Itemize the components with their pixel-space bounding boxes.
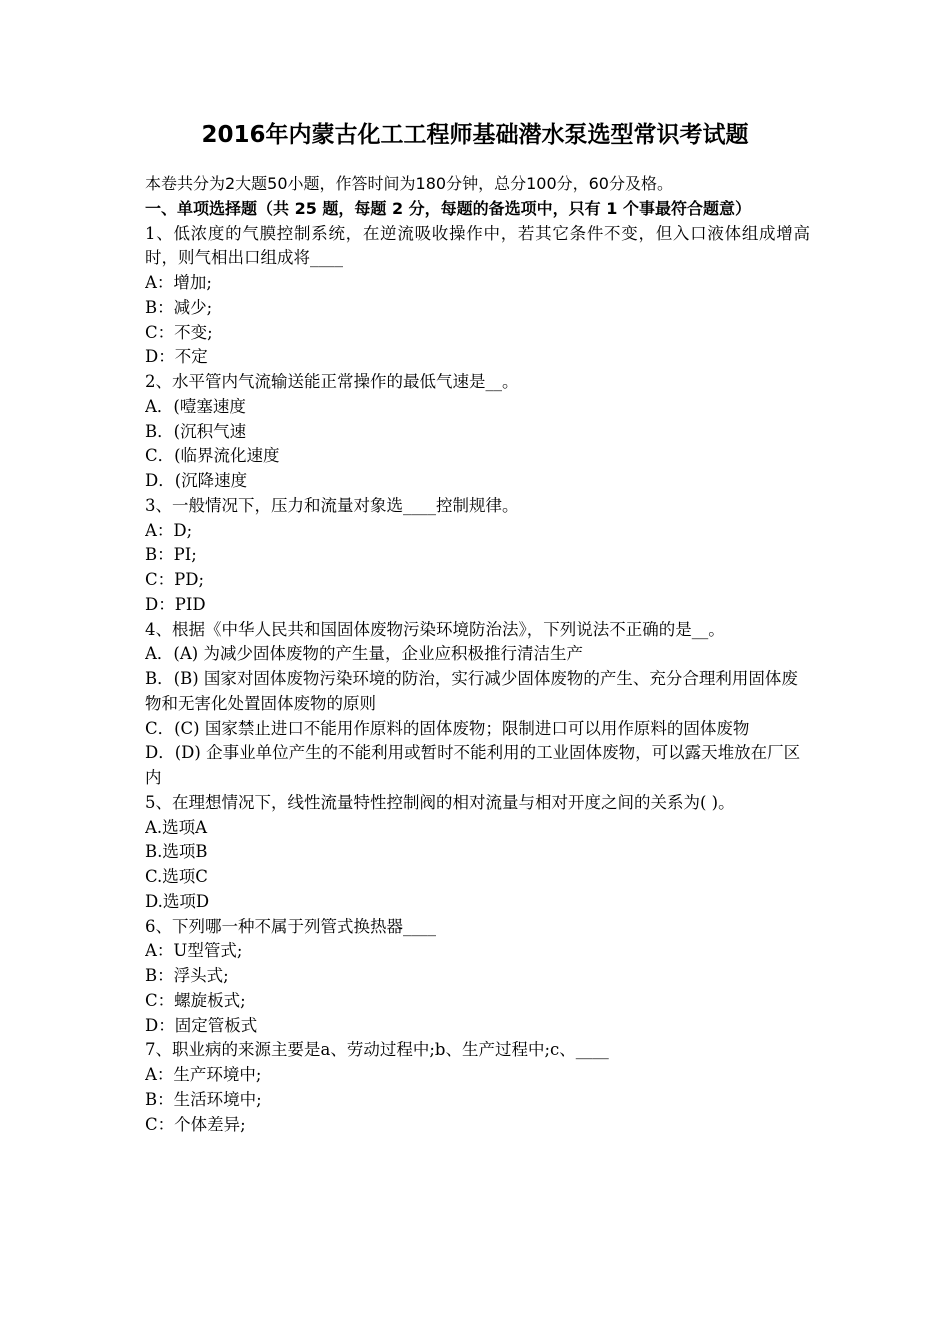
question-block [145,222,810,371]
answer-option: A.选项A [145,817,208,837]
question-text: 4、根据《中华人民共和国固体废物污染环境防治法》，下列说法不正确的是__。 [145,619,725,639]
answer-option: A：生产环境中; [145,1065,262,1084]
answer-option: B：浮头式; [145,966,229,985]
answer-option: C：PD; [145,570,205,589]
answer-option: A：增加; [145,273,212,292]
answer-option: D．(沉降速度 [145,471,248,490]
question-block [145,791,810,915]
answer-option: B：PI; [145,545,197,565]
answer-option: C.选项C [145,867,208,886]
answer-option: D：不定 [145,347,208,367]
question-text: 3、一般情况下，压力和流量对象选____控制规律。 [145,495,519,515]
document-title: 2016年内蒙古化工工程师基础潜水泵选型常识考试题 [201,122,749,148]
answer-option: D．(D) 企事业单位产生的不能利用或暂时不能利用的工业固体废物，可以露天堆放在厂区内 [145,743,801,787]
answer-option: A：D; [145,520,193,540]
question-text: 7、职业病的来源主要是a、劳动过程中;b、生产过程中;c、____ [145,1040,609,1060]
question-block [145,618,810,791]
question-block [145,370,810,494]
answer-option: B：减少; [145,297,213,317]
question-text: 2、水平管内气流输送能正常操作的最低气速是__。 [145,372,519,391]
document-body [145,172,810,1137]
question-text: 1、低浓度的气膜控制系统，在逆流吸收操作中，若其它条件不变，但入口液体组成增高时，则气相出口组成将____ [145,223,810,268]
answer-option: C：不变; [145,322,213,342]
answer-option: A．(A) 为减少固体废物的产生量，企业应积极推行清洁生产 [145,644,583,664]
section-heading: 一、单项选择题（共 25 题，每题 2 分，每题的备选项中，只有 1 个事最符合题意） [145,198,751,218]
question-block [145,494,810,618]
answer-option: D.选项D [145,891,210,911]
answer-option: A：U型管式; [145,941,243,961]
answer-option: B．(沉积气速 [145,421,247,441]
answer-option: B．(B) 国家对固体废物污染环境的防治，实行减少固体废物的产生、充分合理利用固体废物和无害化处置固体废物的原则 [145,669,798,713]
answer-option: D：固定管板式 [145,1015,258,1035]
question-text: 6、下列哪一种不属于列管式换热器____ [145,916,436,936]
question-text: 5、在理想情况下，线性流量特性控制阀的相对流量与相对开度之间的关系为( )。 [145,792,735,812]
answer-option: B：生活环境中; [145,1089,262,1109]
answer-option: B.选项B [145,842,208,862]
question-block [145,915,810,1039]
answer-option: C．(C) 国家禁止进口不能用作原料的固体废物；限制进口可以用作原料的固体废物 [145,718,750,738]
answer-option: D：PID [145,594,206,614]
question-block [145,1038,810,1137]
answer-option: C：个体差异; [145,1114,246,1134]
answer-option: C．(临界流化速度 [145,446,280,466]
answer-option: A．(噎塞速度 [145,396,246,416]
answer-option: C：螺旋板式; [145,990,246,1010]
exam-intro: 本卷共分为2大题50小题，作答时间为180分钟，总分100分，60分及格。 [145,174,673,193]
